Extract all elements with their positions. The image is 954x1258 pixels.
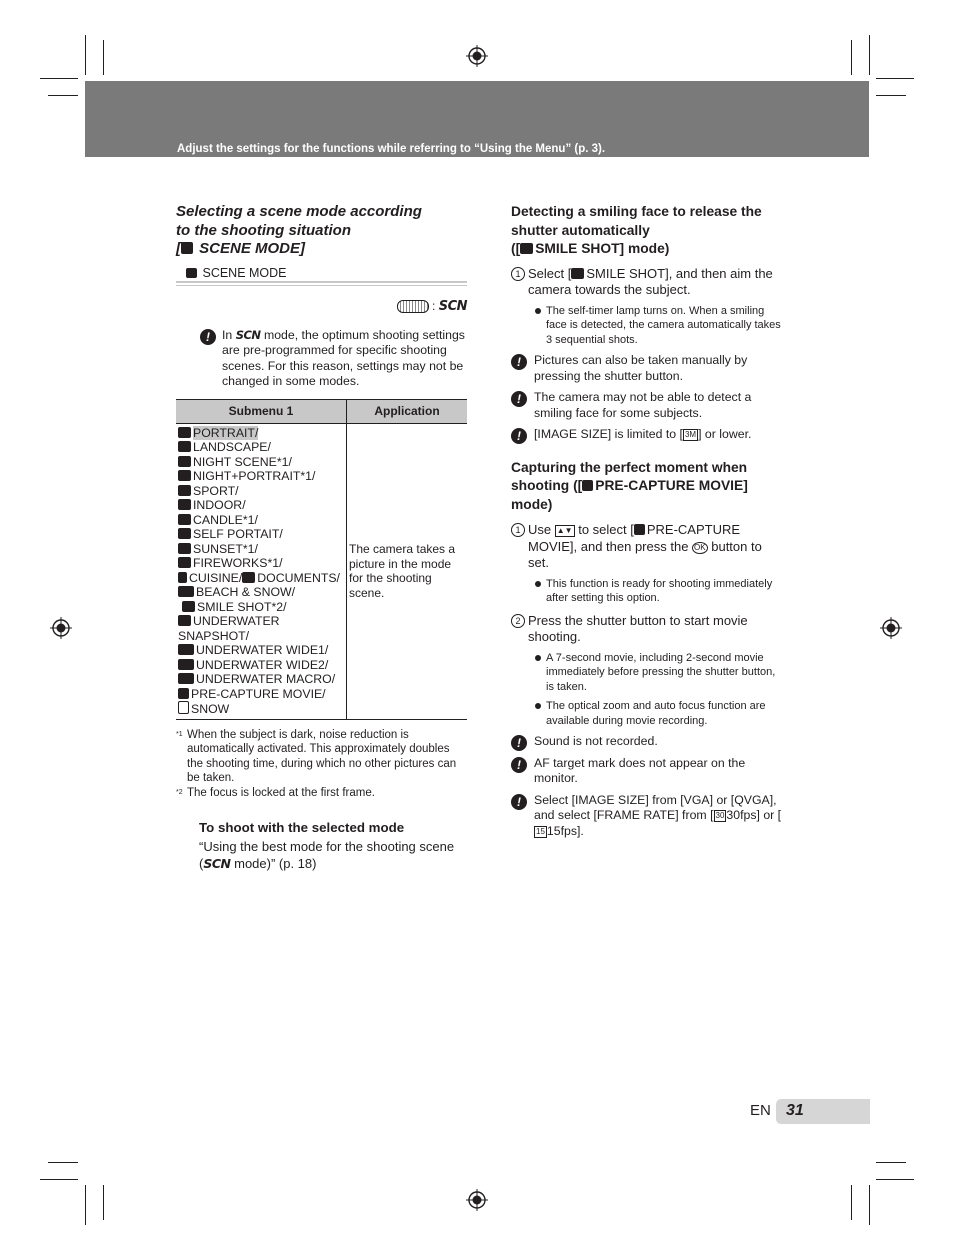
pre-capture-movie-icon — [178, 688, 189, 699]
arrow-buttons-icon: ▲▼ — [556, 526, 573, 535]
smile-shot-icon — [571, 268, 584, 279]
shoot-mode-reference: “Using the best mode for the shooting scene (SCN mode)” (p. 18) — [199, 839, 455, 871]
underwater-wide2-icon — [178, 659, 194, 670]
page-number-box — [776, 1099, 870, 1124]
left-column — [176, 203, 467, 872]
list-item: PORTRAIT/ — [178, 426, 346, 441]
list-item: PRE-CAPTURE MOVIE/ — [178, 687, 346, 702]
underwater-snapshot-icon — [178, 615, 191, 626]
crop-mark — [103, 1185, 104, 1220]
crop-mark — [876, 1162, 906, 1163]
list-item: BEACH & SNOW/ — [178, 585, 346, 600]
crop-mark — [876, 1179, 914, 1180]
fireworks-icon — [178, 557, 191, 568]
snow-icon — [178, 701, 189, 714]
page-number: 31 — [786, 1102, 804, 1119]
underwater-wide1-icon — [178, 644, 194, 655]
night-scene-icon — [178, 456, 191, 467]
menu-path: SCENE MODE — [176, 266, 467, 283]
list-item: SELF PORTAIT/ — [178, 527, 346, 542]
list-item: INDOOR/ — [178, 498, 346, 513]
beach-snow-icon — [178, 586, 194, 597]
pre-capture-step-2: 2 Press the shutter button to start movie shooting. — [511, 613, 783, 646]
caution-icon: ! — [511, 391, 527, 407]
scene-mode-icon — [181, 242, 193, 254]
pre-capture-movie-icon — [634, 524, 645, 535]
sport-icon — [178, 485, 191, 496]
smile-bullet: The self-timer lamp turns on. When a smiling face is detected, the camera automatically takes 3 sequential shots. — [511, 304, 783, 348]
registration-mark-icon — [50, 617, 72, 639]
frame-rate-30-icon: 30 — [715, 811, 725, 820]
smile-note: ! Pictures can also be taken manually by pressing the shutter button. — [511, 353, 783, 384]
list-item: CUISINE/ DOCUMENTS/ — [178, 571, 346, 586]
underwater-macro-icon — [178, 673, 194, 684]
crop-mark — [869, 35, 870, 75]
frame-rate-15-icon: 15 — [536, 826, 545, 836]
pre-capture-note: ! Sound is not recorded. — [511, 734, 783, 750]
caution-icon: ! — [511, 354, 527, 370]
table-header-submenu: Submenu 1 — [176, 399, 347, 423]
caution-icon: ! — [511, 757, 527, 773]
caution-icon: ! — [511, 735, 527, 751]
pre-capture-title: Capturing the perfect moment when shooting ([ PRE-CAPTURE MOVIE] mode) — [511, 459, 748, 512]
smile-note: ! [IMAGE SIZE] is limited to [ 3M ] or lower. — [511, 427, 783, 443]
pre-capture-note: ! AF target mark does not appear on the monitor. — [511, 756, 783, 787]
crop-mark — [48, 95, 78, 96]
step-number-1: 1 — [511, 267, 525, 281]
smile-shot-icon — [182, 601, 195, 612]
list-item: UNDERWATER WIDE2/ — [178, 658, 346, 673]
list-item: UNDERWATER MACRO/ — [178, 672, 346, 687]
right-column — [511, 203, 783, 839]
crop-mark — [85, 1185, 86, 1225]
smile-step-1: 1 Select [ SMILE SHOT], and then aim the camera towards the subject. — [511, 266, 783, 299]
landscape-icon — [178, 441, 191, 452]
list-item: NIGHT+PORTRAIT*1/ — [178, 469, 346, 484]
footnotes — [176, 728, 467, 801]
crop-mark — [85, 35, 86, 75]
image-size-icon: 3M — [684, 430, 697, 439]
ok-button-icon: OK — [694, 542, 706, 552]
footnote: *2 The focus is locked at the first frame. — [176, 786, 375, 799]
list-item: UNDERWATER WIDE1/ — [178, 643, 346, 658]
application-cell: The camera takes a picture in the mode for the shooting scene. — [347, 423, 468, 719]
header-instruction: Adjust the settings for the functions while referring to “Using the Menu” (p. 3). — [177, 143, 606, 155]
list-item: SNAPSHOT/ — [178, 628, 250, 643]
mode-dial-row: : SCN — [176, 299, 467, 317]
crop-mark — [103, 40, 104, 75]
smile-note: ! The camera may not be able to detect a smiling face for some subjects. — [511, 390, 783, 421]
scn-label: SCN — [438, 298, 467, 314]
list-item: FIREWORKS*1/ — [178, 556, 346, 571]
pre-capture-note: ! Select [IMAGE SIZE] from [VGA] or [QVGA], and select [FRAME RATE] from [ 30 30fps] or [15 15fps]. — [511, 793, 783, 840]
pre-capture-bullet: The optical zoom and auto focus function are available during movie recording. — [511, 699, 783, 728]
crop-mark — [851, 40, 852, 75]
crop-mark — [48, 1162, 78, 1163]
scene-mode-icon — [186, 268, 197, 278]
list-item: CANDLE*1/ — [178, 513, 346, 528]
pre-capture-step-1: 1 Use ▲▼ to select [ PRE-CAPTURE MOVIE], and then press the OK button to set. — [511, 522, 783, 572]
scn-note: ! In SCN mode, the optimum shooting settings are pre-programmed for specific shooting scenes. For this reason, settings may not be changed in some modes. — [176, 328, 467, 390]
candle-icon — [178, 514, 191, 525]
night-portrait-icon — [178, 470, 191, 481]
caution-icon: ! — [511, 794, 527, 810]
header-bar — [85, 81, 869, 157]
crop-mark — [876, 95, 906, 96]
crop-mark — [40, 78, 78, 79]
caution-icon: ! — [511, 428, 527, 444]
crop-mark — [876, 78, 914, 79]
smile-shot-icon — [520, 243, 533, 254]
crop-mark — [851, 1185, 852, 1220]
language-label: EN — [750, 1102, 771, 1119]
list-item: UNDERWATER — [178, 614, 346, 629]
cuisine-icon — [178, 572, 187, 583]
step-number-1: 1 — [511, 523, 525, 537]
list-item: SMILE SHOT*2/ — [178, 600, 346, 615]
submenu-list — [176, 423, 347, 719]
scene-table — [176, 399, 467, 720]
registration-mark-icon — [466, 45, 488, 67]
self-portrait-icon — [178, 528, 191, 539]
section-title: Selecting a scene mode according to the shooting situation [ SCENE MODE] — [176, 203, 422, 257]
step-number-2: 2 — [511, 614, 525, 628]
mode-dial-icon — [397, 300, 429, 313]
crop-mark — [869, 1185, 870, 1225]
documents-icon — [242, 572, 255, 583]
pre-capture-bullet: This function is ready for shooting immediately after setting this option. — [511, 577, 783, 606]
sunset-icon — [178, 543, 191, 554]
shoot-mode-heading: To shoot with the selected mode — [199, 820, 405, 835]
footnote: *1 When the subject is dark, noise reduction is automatically activated. This approximately doubles the shooting time, during which no other pictures can be taken. — [176, 728, 457, 784]
smile-shot-title: Detecting a smiling face to release the shutter automatically ([ SMILE SHOT] mode) — [511, 204, 762, 256]
pre-capture-movie-icon — [582, 480, 593, 491]
indoor-icon — [178, 499, 191, 510]
caution-icon: ! — [200, 329, 216, 345]
list-item: LANDSCAPE/ — [178, 440, 346, 455]
list-item: NIGHT SCENE*1/ — [178, 455, 346, 470]
registration-mark-icon — [880, 617, 902, 639]
crop-mark — [40, 1179, 78, 1180]
pre-capture-bullet: A 7-second movie, including 2-second movie immediately before pressing the shutter button, is taken. — [511, 651, 783, 695]
list-item: SNOW — [178, 701, 346, 717]
list-item: SUNSET*1/ — [178, 542, 346, 557]
list-item: SPORT/ — [178, 484, 346, 499]
table-header-application: Application — [347, 399, 468, 423]
portrait-icon — [178, 427, 191, 438]
registration-mark-icon — [466, 1189, 488, 1211]
